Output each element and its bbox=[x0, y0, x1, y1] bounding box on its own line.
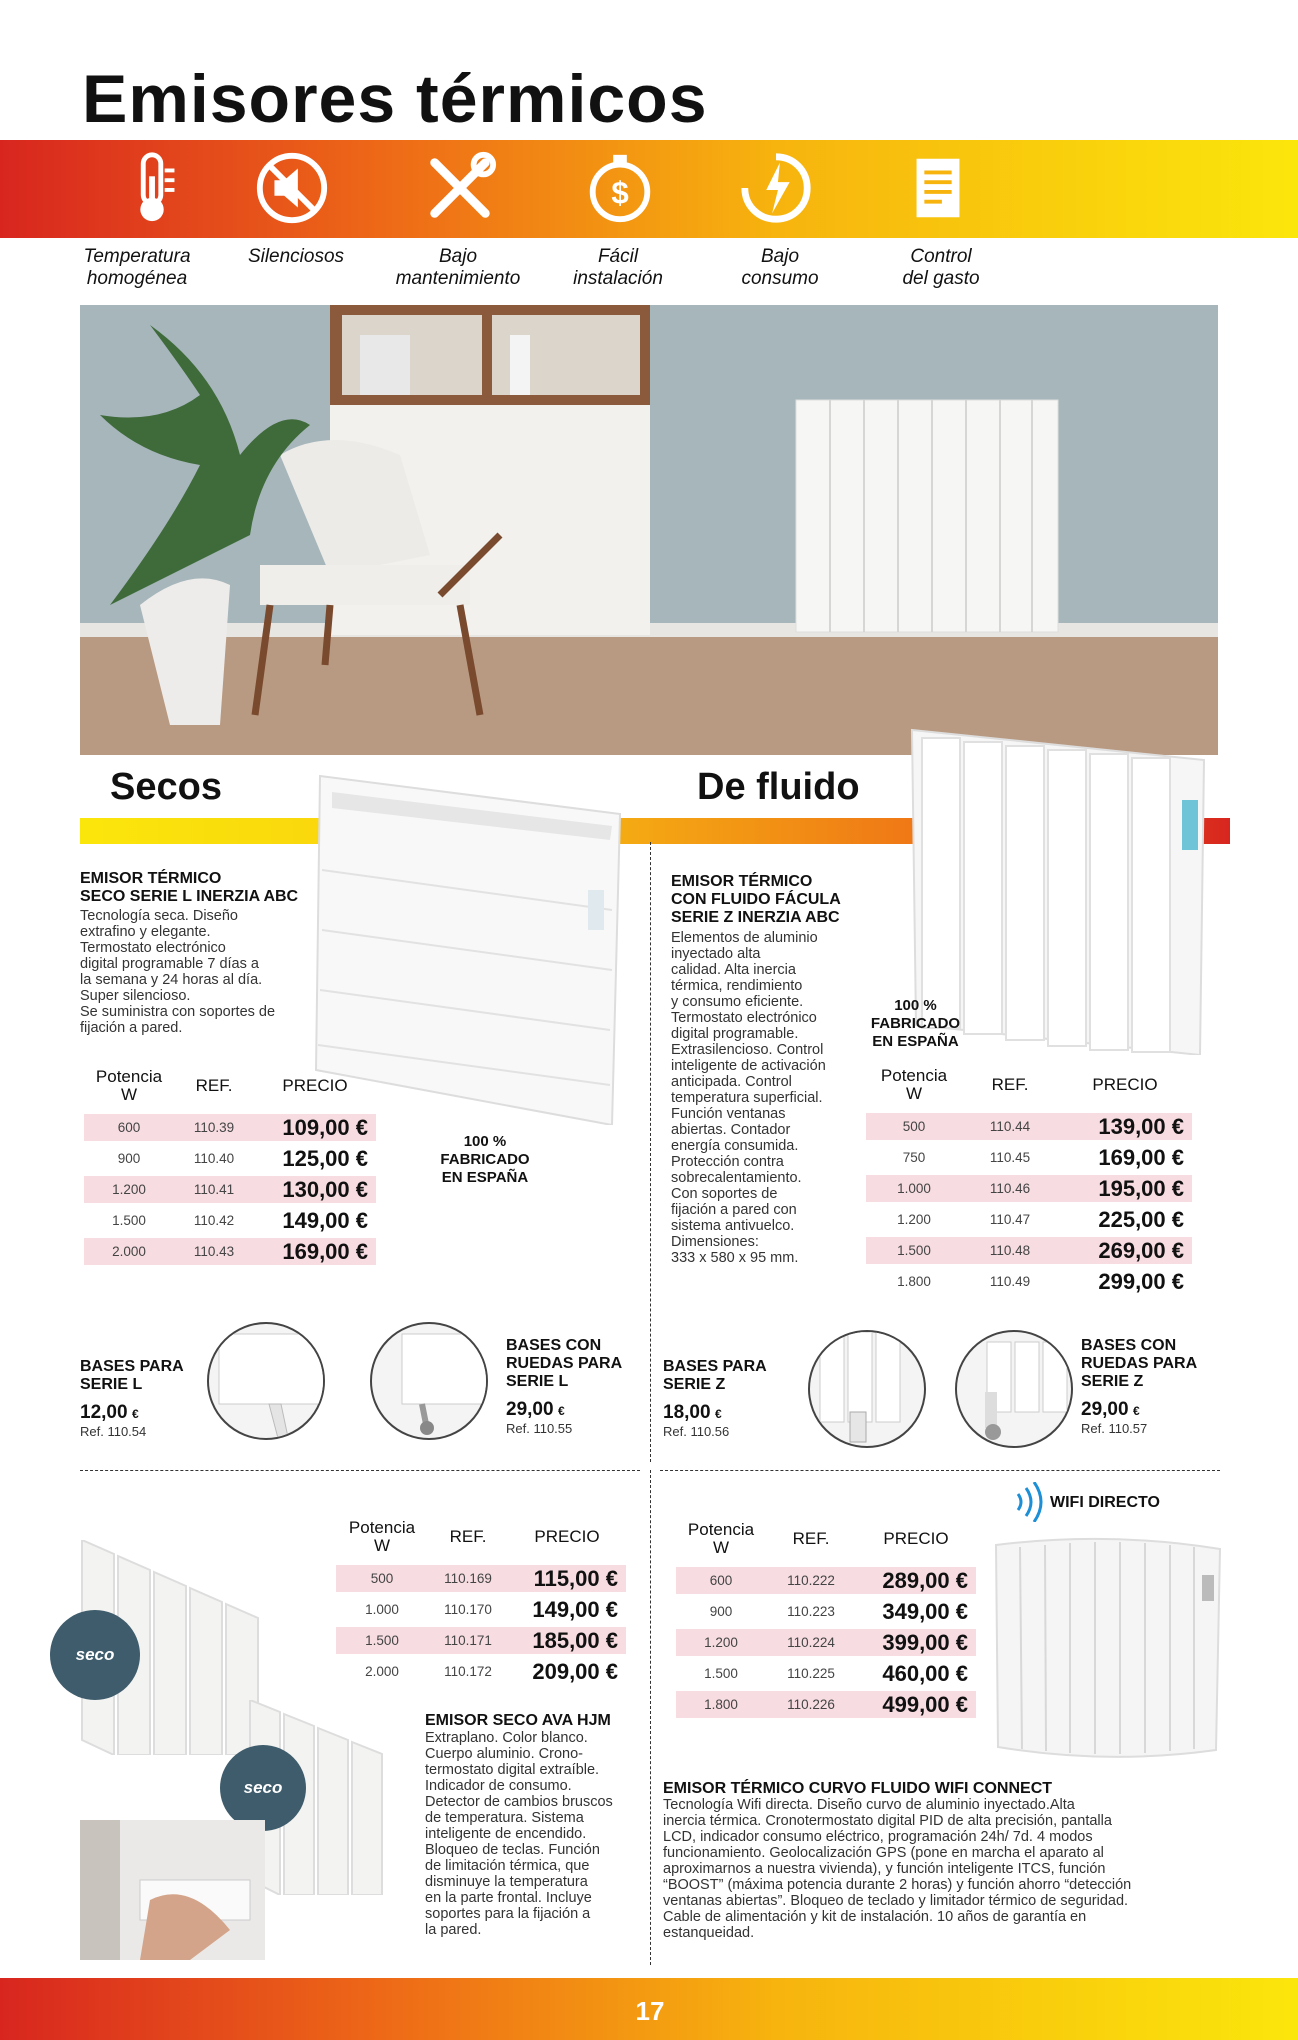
col-price: PRECIO bbox=[282, 1076, 348, 1095]
col-power: Potencia W bbox=[880, 1066, 948, 1103]
col-price: PRECIO bbox=[883, 1529, 949, 1548]
divider-vertical bbox=[650, 842, 651, 1462]
table-row: 1.200 110.41 130,00 € bbox=[84, 1176, 376, 1203]
coin-icon bbox=[570, 148, 670, 228]
ava-detail-photo bbox=[80, 1820, 265, 1960]
secos-made-in-spain: 100 % FABRICADO EN ESPAÑA bbox=[440, 1133, 530, 1186]
table-row: 1.500 110.42 149,00 € bbox=[112, 1207, 368, 1233]
table-row: 500 110.169 115,00 € bbox=[336, 1565, 626, 1592]
seco-badge: seco bbox=[50, 1610, 140, 1700]
wifi-product-title: EMISOR TÉRMICO CURVO FLUIDO WIFI CONNECT bbox=[663, 1780, 1053, 1797]
wifi-description: Tecnología Wifi directa. Diseño curvo de aluminio inyectado.Alta inercia térmica. Cronotermostato digital PID de alta precisión, pantalla LCD, indicador consumo eléctrico, programación 24h/ 7d. 4 modos funcionamiento. Geolocalización GPS (pone en marcha el aparato al aproximarnos a nuestra vivienda), y función inteligente ITCS, función “BOOST” (máxima potencia durante 2 horas) y función ahorro “detección ventanas abiertas”. Bloqueo de teclado y limitador térmico de seguridad. Cable de alimentación y kit de instalación. 10 años de garantía en estanqueidad. bbox=[663, 1797, 1132, 1941]
feature-label: Temperatura homogénea bbox=[83, 246, 191, 289]
table-row: 1.200 110.224 399,00 € bbox=[676, 1629, 976, 1656]
feature-label: Fácil instalación bbox=[573, 246, 663, 289]
section-heading-secos: Secos bbox=[110, 766, 222, 808]
divider-horizontal bbox=[80, 1470, 640, 1471]
secos-description: Tecnología seca. Diseño extrafino y elegante. Termostato electrónico digital programable 7 días a la semana y 24 horas al día. Super silencioso. Se suministra con soportes de fijación a pared. bbox=[80, 908, 276, 1036]
table-row: 600 110.39 109,00 € bbox=[84, 1114, 376, 1141]
feature-label: Bajo consumo bbox=[741, 246, 819, 289]
divider-horizontal bbox=[660, 1470, 1220, 1471]
thermometer-icon bbox=[103, 148, 203, 228]
fluido-made-in-spain: 100 % FABRICADO EN ESPAÑA bbox=[870, 997, 961, 1050]
wifi-icon bbox=[1010, 1482, 1046, 1522]
tools-icon bbox=[410, 148, 510, 228]
wifi-price-table bbox=[676, 1517, 976, 1722]
ava-price-table bbox=[336, 1515, 626, 1689]
col-power: Potencia W bbox=[95, 1067, 163, 1104]
col-power: Potencia W bbox=[348, 1518, 416, 1555]
table-row: 1.500 110.171 185,00 € bbox=[336, 1627, 626, 1654]
feature-label: Control del gasto bbox=[902, 246, 980, 289]
table-row: 750 110.45 169,00 € bbox=[902, 1144, 1184, 1170]
page-number: 17 bbox=[635, 1996, 665, 2026]
table-row: 600 110.222 289,00 € bbox=[676, 1567, 976, 1594]
feature-label: Bajo mantenimiento bbox=[395, 246, 521, 289]
col-price: PRECIO bbox=[534, 1527, 600, 1546]
fluido-base-item: BASES PARA SERIE Z 18,00 € Ref. 110.56 bbox=[663, 1358, 767, 1439]
table-row: 1.200 110.47 225,00 € bbox=[897, 1206, 1184, 1232]
table-row: 1.500 110.48 269,00 € bbox=[866, 1237, 1192, 1264]
wifi-direct-label: WIFI DIRECTO bbox=[1050, 1494, 1160, 1511]
svg-text:$: $ bbox=[611, 175, 629, 211]
fluido-wheels-image bbox=[955, 1330, 1073, 1448]
fluido-price-table bbox=[866, 1063, 1192, 1299]
feature-label: Silenciosos bbox=[247, 246, 345, 267]
table-row: 1.000 110.170 149,00 € bbox=[365, 1596, 618, 1622]
secos-wheels-item: BASES CON RUEDAS PARA SERIE L 29,00 € Ref. 110.55 bbox=[506, 1337, 623, 1436]
fluido-base-image bbox=[808, 1330, 926, 1448]
table-row: 1.500 110.225 460,00 € bbox=[704, 1660, 968, 1686]
table-row: 900 110.40 125,00 € bbox=[117, 1145, 368, 1171]
ava-product-title: EMISOR SECO AVA HJM bbox=[425, 1712, 611, 1729]
invoice-icon bbox=[888, 148, 988, 228]
secos-product-title: EMISOR TÉRMICO SECO SERIE L INERZIA ABC bbox=[80, 870, 299, 905]
table-row: 1.800 110.49 299,00 € bbox=[897, 1268, 1184, 1294]
table-row: 2.000 110.172 209,00 € bbox=[365, 1658, 618, 1684]
secos-base-item: BASES PARA SERIE L 12,00 € Ref. 110.54 bbox=[80, 1358, 184, 1439]
secos-wheels-image bbox=[370, 1322, 488, 1440]
col-ref: REF. bbox=[195, 1076, 233, 1095]
table-row: 1.800 110.226 499,00 € bbox=[676, 1691, 976, 1718]
col-ref: REF. bbox=[449, 1527, 487, 1546]
section-heading-fluido: De fluido bbox=[697, 766, 860, 808]
silent-icon bbox=[242, 148, 342, 228]
divider-vertical bbox=[650, 1470, 651, 1965]
page-title: Emisores térmicos bbox=[82, 61, 708, 137]
secos-price-table bbox=[84, 1064, 376, 1269]
seco-badge: seco bbox=[220, 1745, 306, 1831]
table-row: 900 110.223 349,00 € bbox=[709, 1598, 968, 1624]
col-ref: REF. bbox=[991, 1075, 1029, 1094]
secos-base-image bbox=[207, 1322, 325, 1440]
fluido-product-title: EMISOR TÉRMICO CON FLUIDO FÁCULA SERIE Z INERZIA ABC bbox=[671, 873, 841, 926]
ava-description: Extraplano. Color blanco. Cuerpo aluminio. Crono- termostato digital extraíble. Indicador de consumo. Detector de cambios bruscos de temperatura. Sistema inteligente de encendido. Bloqueo de teclas. Función de limitación térmica, que disminuye la temperatura en la parte frontal. Incluye soportes para la fijación a la pared. bbox=[425, 1730, 613, 1938]
energy-icon bbox=[726, 148, 826, 228]
room-photo bbox=[80, 305, 1218, 755]
table-row: 2.000 110.43 169,00 € bbox=[84, 1238, 376, 1265]
col-price: PRECIO bbox=[1092, 1075, 1158, 1094]
col-power: Potencia W bbox=[687, 1520, 755, 1557]
wifi-radiator-image bbox=[990, 1535, 1225, 1760]
fluido-wheels-item: BASES CON RUEDAS PARA SERIE Z 29,00 € Ref. 110.57 bbox=[1081, 1337, 1198, 1436]
table-row: 500 110.44 139,00 € bbox=[866, 1113, 1192, 1140]
col-ref: REF. bbox=[792, 1529, 830, 1548]
fluido-description: Elementos de aluminio inyectado alta calidad. Alta inercia térmica, rendimiento y consumo eficiente. Termostato electrónico digital programable. Extrasilencioso. Control inteligente de activación anticipada. Control temperatura superficial. Función ventanas abiertas. Contador energía consumida. Protección contra sobrecalentamiento. Con soportes de fijación a pared con sistema antivuelco. Dimensiones: 333 x 580 x 95 mm. bbox=[671, 930, 826, 1266]
table-row: 1.000 110.46 195,00 € bbox=[866, 1175, 1192, 1202]
